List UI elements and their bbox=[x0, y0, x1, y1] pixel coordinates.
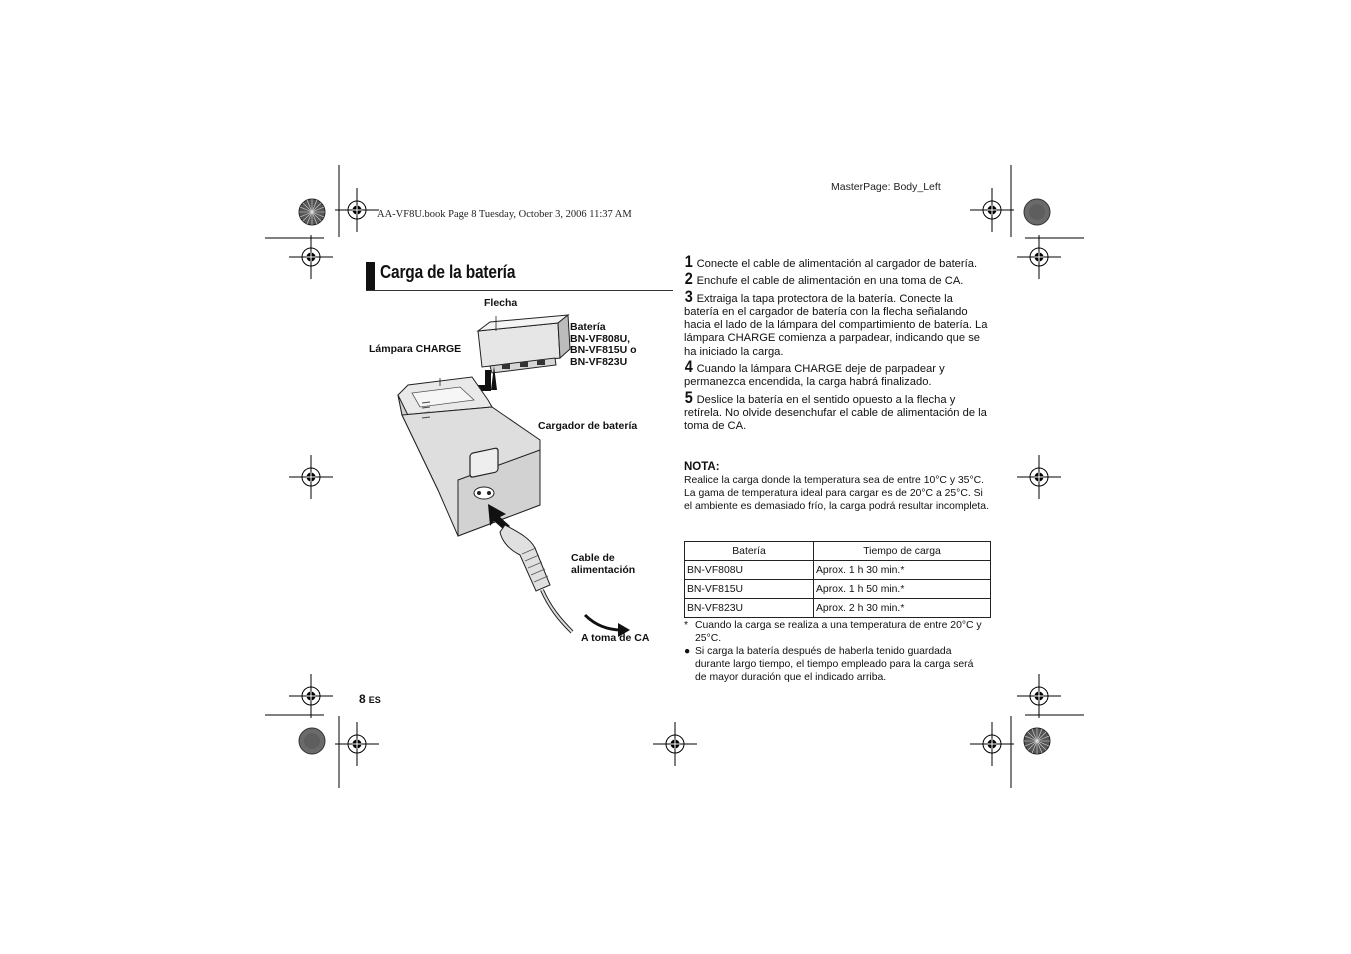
table-header-cell: Tiempo de carga bbox=[814, 542, 991, 561]
step-4: 4 Cuando la lámpara CHARGE deje de parpadear y permanezca encendida, la carga habrá finalizado. bbox=[684, 357, 945, 389]
cable-drawing bbox=[500, 525, 630, 637]
battery-drawing bbox=[478, 315, 570, 373]
label-lampara-charge: Lámpara CHARGE bbox=[369, 343, 462, 355]
book-info-header: AA-VF8U.book Page 8 Tuesday, October 3, 2006 11:37 AM bbox=[377, 209, 632, 220]
label-cable: Cable de alimentación bbox=[571, 552, 636, 576]
page-title: Carga de la batería bbox=[380, 262, 516, 282]
master-page-header: MasterPage: Body_Left bbox=[831, 181, 941, 193]
charging-time-table bbox=[684, 541, 991, 618]
title-rule bbox=[366, 290, 673, 291]
footnote-bullet: ● Si carga la batería después de haberla tenido guardada durante largo tiempo, el tiempo empleado para la carga será de mayor duración que el indicado arriba. bbox=[684, 645, 974, 683]
step-2: 2 Enchufe el cable de alimentación en una toma de CA. bbox=[684, 269, 964, 289]
table-cell: BN-VF808U bbox=[685, 561, 814, 580]
table-header-cell: Batería bbox=[685, 542, 814, 561]
language-code: ES bbox=[368, 695, 381, 705]
label-toma-ca: A toma de CA bbox=[581, 632, 650, 644]
step-5: 5 Deslice la batería en el sentido opuesto a la flecha y retírela. No olvide desenchufar el cable de alimentación de la toma de CA. bbox=[684, 387, 987, 433]
nota-heading: NOTA: bbox=[684, 461, 720, 473]
table-cell: BN-VF815U bbox=[685, 580, 814, 599]
table-header-row bbox=[685, 542, 991, 561]
table-row bbox=[685, 580, 991, 599]
table-row bbox=[685, 599, 991, 618]
footnotes bbox=[684, 620, 984, 685]
step-1: 1 Conecte el cable de alimentación al cargador de batería. bbox=[684, 252, 978, 271]
step-3: 3 Extraiga la tapa protectora de la batería. Conecte la batería en el cargador de batería con la flecha señalando hacia el lado de la lámpara del compartimiento de batería. La lámpara CHARGE comienza a parpadear, indicando que se ha iniciado la carga. bbox=[684, 286, 988, 358]
label-bateria: Batería BN-VF808U, BN-VF815U o BN-VF823U bbox=[570, 321, 637, 368]
page-number: 8 ES bbox=[359, 692, 381, 706]
title-marker bbox=[366, 262, 375, 291]
footnote-asterisk: * Cuando la carga se realiza a una temperatura de entre 20°C y 25°C. bbox=[684, 620, 982, 644]
table-cell: BN-VF823U bbox=[685, 599, 814, 618]
table-cell: Aprox. 1 h 50 min.* bbox=[814, 580, 991, 599]
label-cargador: Cargador de batería bbox=[538, 420, 638, 432]
table-cell: Aprox. 2 h 30 min.* bbox=[814, 599, 991, 618]
table-row bbox=[685, 561, 991, 580]
steps-list bbox=[684, 252, 989, 435]
charger-drawing bbox=[398, 377, 540, 536]
nota-text: Realice la carga donde la temperatura sea de entre 10°C y 35°C. La gama de temperatura ideal para cargar es de 20°C a 25°C. Si el ambiente es demasiado frío, la carga podrá resultar incompleta. bbox=[684, 475, 989, 512]
label-flecha: Flecha bbox=[484, 297, 518, 309]
table-cell: Aprox. 1 h 30 min.* bbox=[814, 561, 991, 580]
